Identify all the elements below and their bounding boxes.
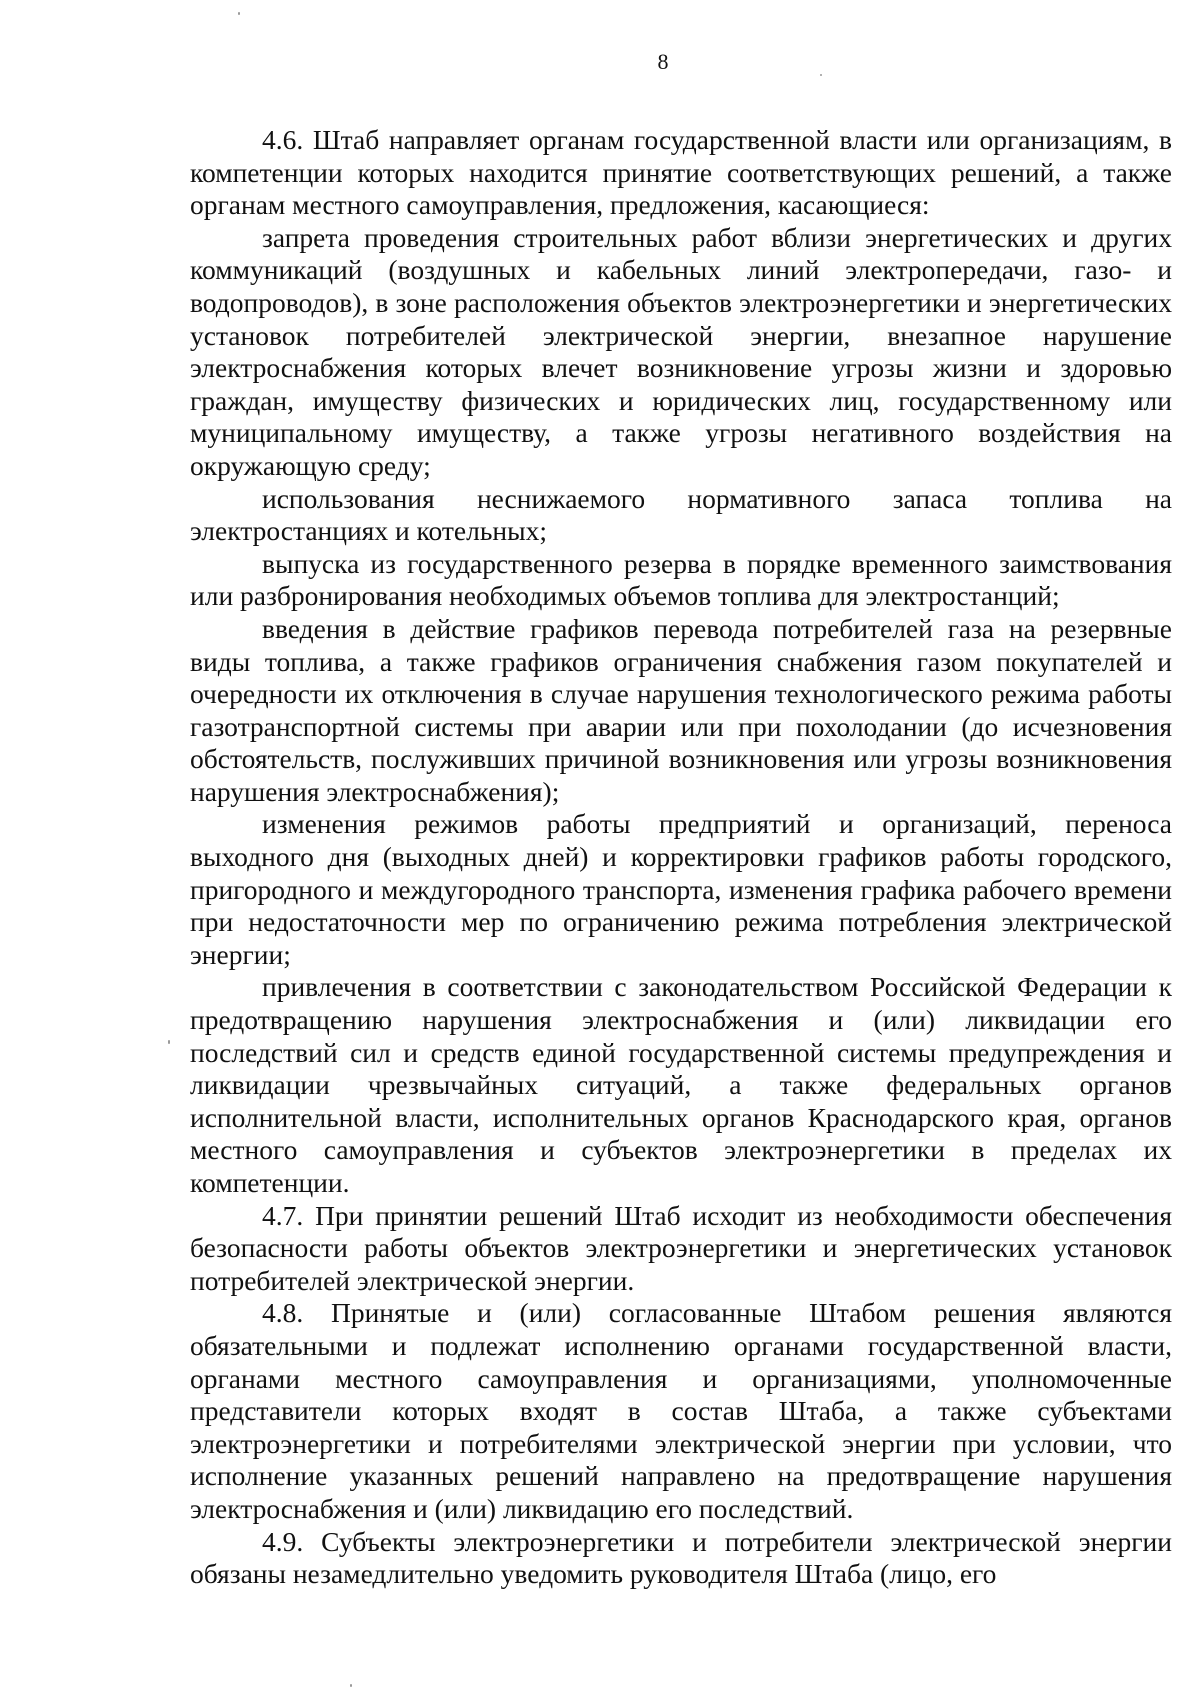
list-item-gas-schedules: введения в действие графиков перевода потребителей газа на резервные виды топлива, а также графиков ограничения снабжения газом покупателей и очередности их отключения в случае нарушения технологического режима работы газотранспортной системы при аварии или при похолодании (до исчезновения обстоятельств, послуживших причиной возникновения или угрозы возникновения нарушения электроснабжения); [190,612,1172,807]
list-item-construction-ban: запрета проведения строительных работ вблизи энергетических и других коммуникаций (воздушных и кабельных линий электропередачи, газо- и водопроводов), в зоне расположения объектов электроэнергетики и энергетических установок потребителей электрической энергии, внезапное нарушение электроснабжения которых влечет возникновение угрозы жизни и здоровью граждан, имуществу физических и юридических лиц, государственному или муниципальному имуществу, а также угрозы негативного воздействия на окружающую среду; [190,221,1172,481]
list-item-emergency-forces: привлечения в соответствии с законодательством Российской Федерации к предотвращению нарушения электроснабжения и (или) ликвидации его последствий сил и средств единой государственной системы предупреждения и ликвидации чрезвычайных ситуаций, а также федеральных органов исполнительной власти, исполнительных органов Краснодарского края, органов местного самоуправления и субъектов электроэнергетики в пределах их компетенции. [190,971,1172,1198]
list-item-work-modes: изменения режимов работы предприятий и организаций, переноса выходного дня (выходных дней) и корректировки графиков работы городского, пригородного и междугородного транспорта, изменения графика рабочего времени при недостаточности мер по ограничению режима потребления электрической энергии; [190,808,1172,970]
document-body [190,124,1172,1591]
paragraph-4-8: 4.8. Принятые и (или) согласованные Штабом решения являются обязательными и подлежат исполнению органами государственной власти, органами местного самоуправления и организациями, уполномоченные представители которых входят в состав Штаба, а также субъектами электроэнергетики и потребителями электрической энергии при условии, что исполнение указанных решений направлено на предотвращение нарушения электроснабжения и (или) ликвидацию его последствий. [190,1297,1172,1524]
paragraph-4-6: 4.6. Штаб направляет органам государственной власти или организациям, в компетенции которых находится принятие соответствующих решений, а также органам местного самоуправления, предложения, касающиеся: [190,124,1172,221]
list-item-state-reserve: выпуска из государственного резерва в порядке временного заимствования или разбронирования необходимых объемов топлива для электростанций; [190,547,1172,612]
scan-speck [350,1684,352,1687]
scan-speck [238,12,240,15]
page-number: 8 [657,49,669,74]
list-item-fuel-reserve: использования неснижаемого нормативного запаса топлива на электростанциях и котельных; [190,482,1172,547]
paragraph-4-7: 4.7. При принятии решений Штаб исходит из необходимости обеспечения безопасности работы объектов электроэнергетики и энергетических установок потребителей электрической энергии. [190,1199,1172,1296]
paragraph-4-9: 4.9. Субъекты электроэнергетики и потребители электрической энергии обязаны незамедлительно уведомить руководителя Штаба (лицо, его [190,1525,1172,1590]
scan-speck [168,1040,170,1044]
